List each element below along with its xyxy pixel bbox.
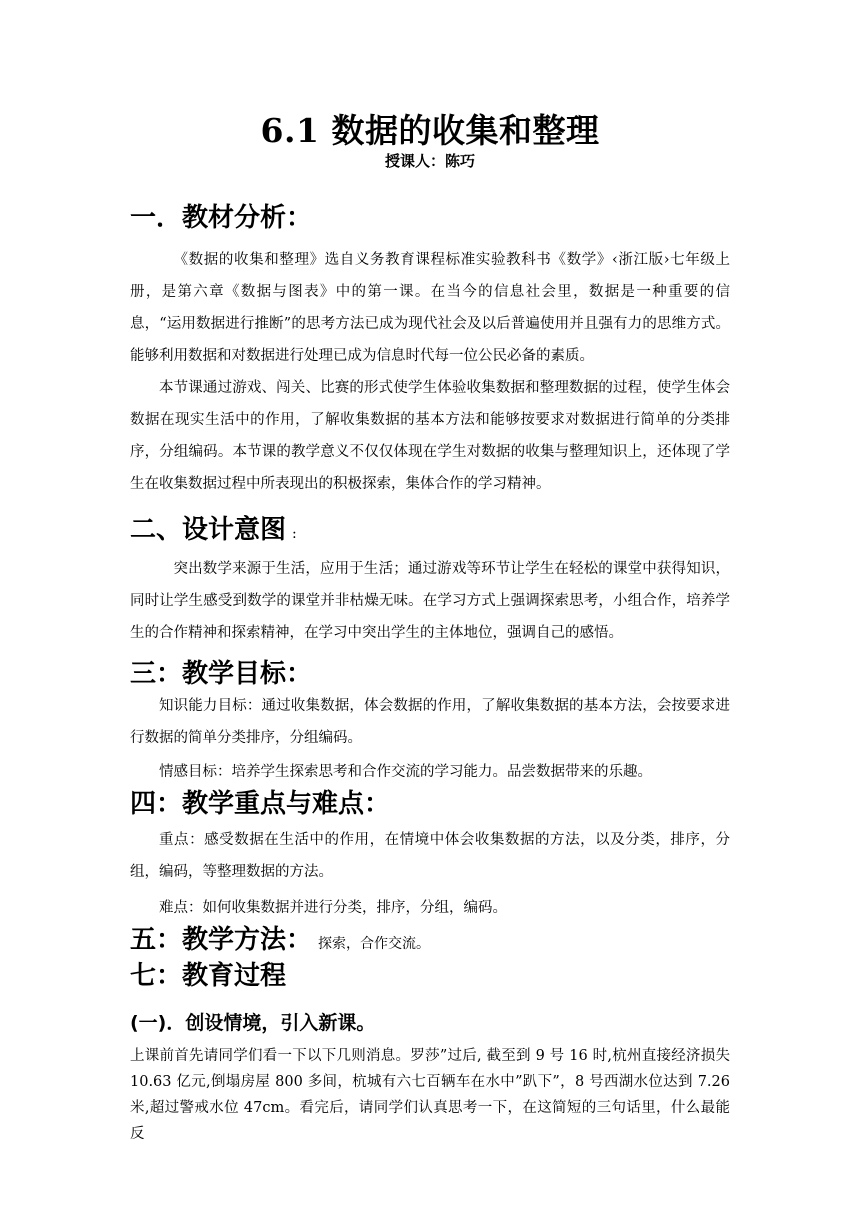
paragraph-textbook-analysis-2: 本节课通过游戏、闯关、比赛的形式使学生体验收集数据和整理数据的过程，使学生体会数据在现实生活中的作用，了解收集数据的基本方法和能够按要求对数据进行简单的分类排序，分组编码。本节课的教学意义不仅仅体现在学生对数据的收集与整理知识上，还体现了学生在收集数据过程中所表现出的积极探索，集体合作的学习精神。 xyxy=(130,380,730,492)
paragraph-key-point: 重点：感受数据在生活中的作用，在情境中体会收集数据的方法，以及分类，排序，分组，编码，等整理数据的方法。 xyxy=(130,832,730,880)
section-heading-design-intent-text: 二、设计意图 xyxy=(130,515,287,545)
paragraph-situation: 上课前首先请同学们看一下以下几则消息。罗莎”过后, 截至到 9 号 16 时,杭州直接经济损失 10.63 亿元,倒塌房屋 800 多间，杭城有六七百辆车在水中”趴下”，8 号西湖水位达到 7.26 米,超过警戒水位 47cm。看完后，请同学们认真思考一下，在这简短的三句话里，什么最能反 xyxy=(130,1048,730,1142)
subsection-heading-situation: (一)．创设情境，引入新课。 xyxy=(130,1012,376,1034)
section-heading-teaching-process: 七：教育过程 xyxy=(130,961,287,991)
paragraph-difficult-point: 难点：如何收集数据并进行分类，排序，分组，编码。 xyxy=(159,900,507,916)
section-heading-design-intent-colon: : xyxy=(292,526,297,542)
document-title: 6.1 数据的收集和整理 xyxy=(260,111,600,150)
section-heading-teaching-methods xyxy=(130,922,430,962)
section-heading-design-intent xyxy=(130,512,297,552)
paragraph-emotion-goal: 情感目标：培养学生探索思考和合作交流的学习能力。品尝数据带来的乐趣。 xyxy=(159,764,652,780)
teaching-methods-value: 探索，合作交流。 xyxy=(318,936,431,952)
paragraph-design-intent: 突出数学来源于生活，应用于生活；通过游戏等环节让学生在轻松的课堂中获得知识，同时让学生感受到数学的课堂并非枯燥无味。在学习方式上强调探索思考，小组合作，培养学生的合作精神和探索精神，在学习中突出学生的主体地位，强调自己的感悟。 xyxy=(130,561,730,641)
section-heading-teaching-goals: 三：教学目标： xyxy=(130,659,313,689)
paragraph-textbook-analysis-1: 《数据的收集和整理》选自义务教育课程标准实验教科书《数学》‹浙江版›七年级上册，是第六章《数据与图表》中的第一课。在当今的信息社会里，数据是一种重要的信息，“运用数据进行推断”的思考方法已成为现代社会及以后普遍使用并且强有力的思维方式。能够利用数据和对数据进行处理已成为信息时代每一位公民必备的素质。 xyxy=(130,252,730,364)
section-heading-teaching-methods-text: 五：教学方法： xyxy=(130,925,313,955)
section-heading-textbook-analysis: 一．教材分析： xyxy=(130,203,313,233)
document-author: 授课人：陈巧 xyxy=(384,152,475,170)
section-heading-key-points: 四：教学重点与难点： xyxy=(130,789,391,819)
paragraph-knowledge-goal: 知识能力目标：通过收集数据，体会数据的作用，了解收集数据的基本方法，会按要求进行数据的简单分类排序，分组编码。 xyxy=(130,698,730,746)
